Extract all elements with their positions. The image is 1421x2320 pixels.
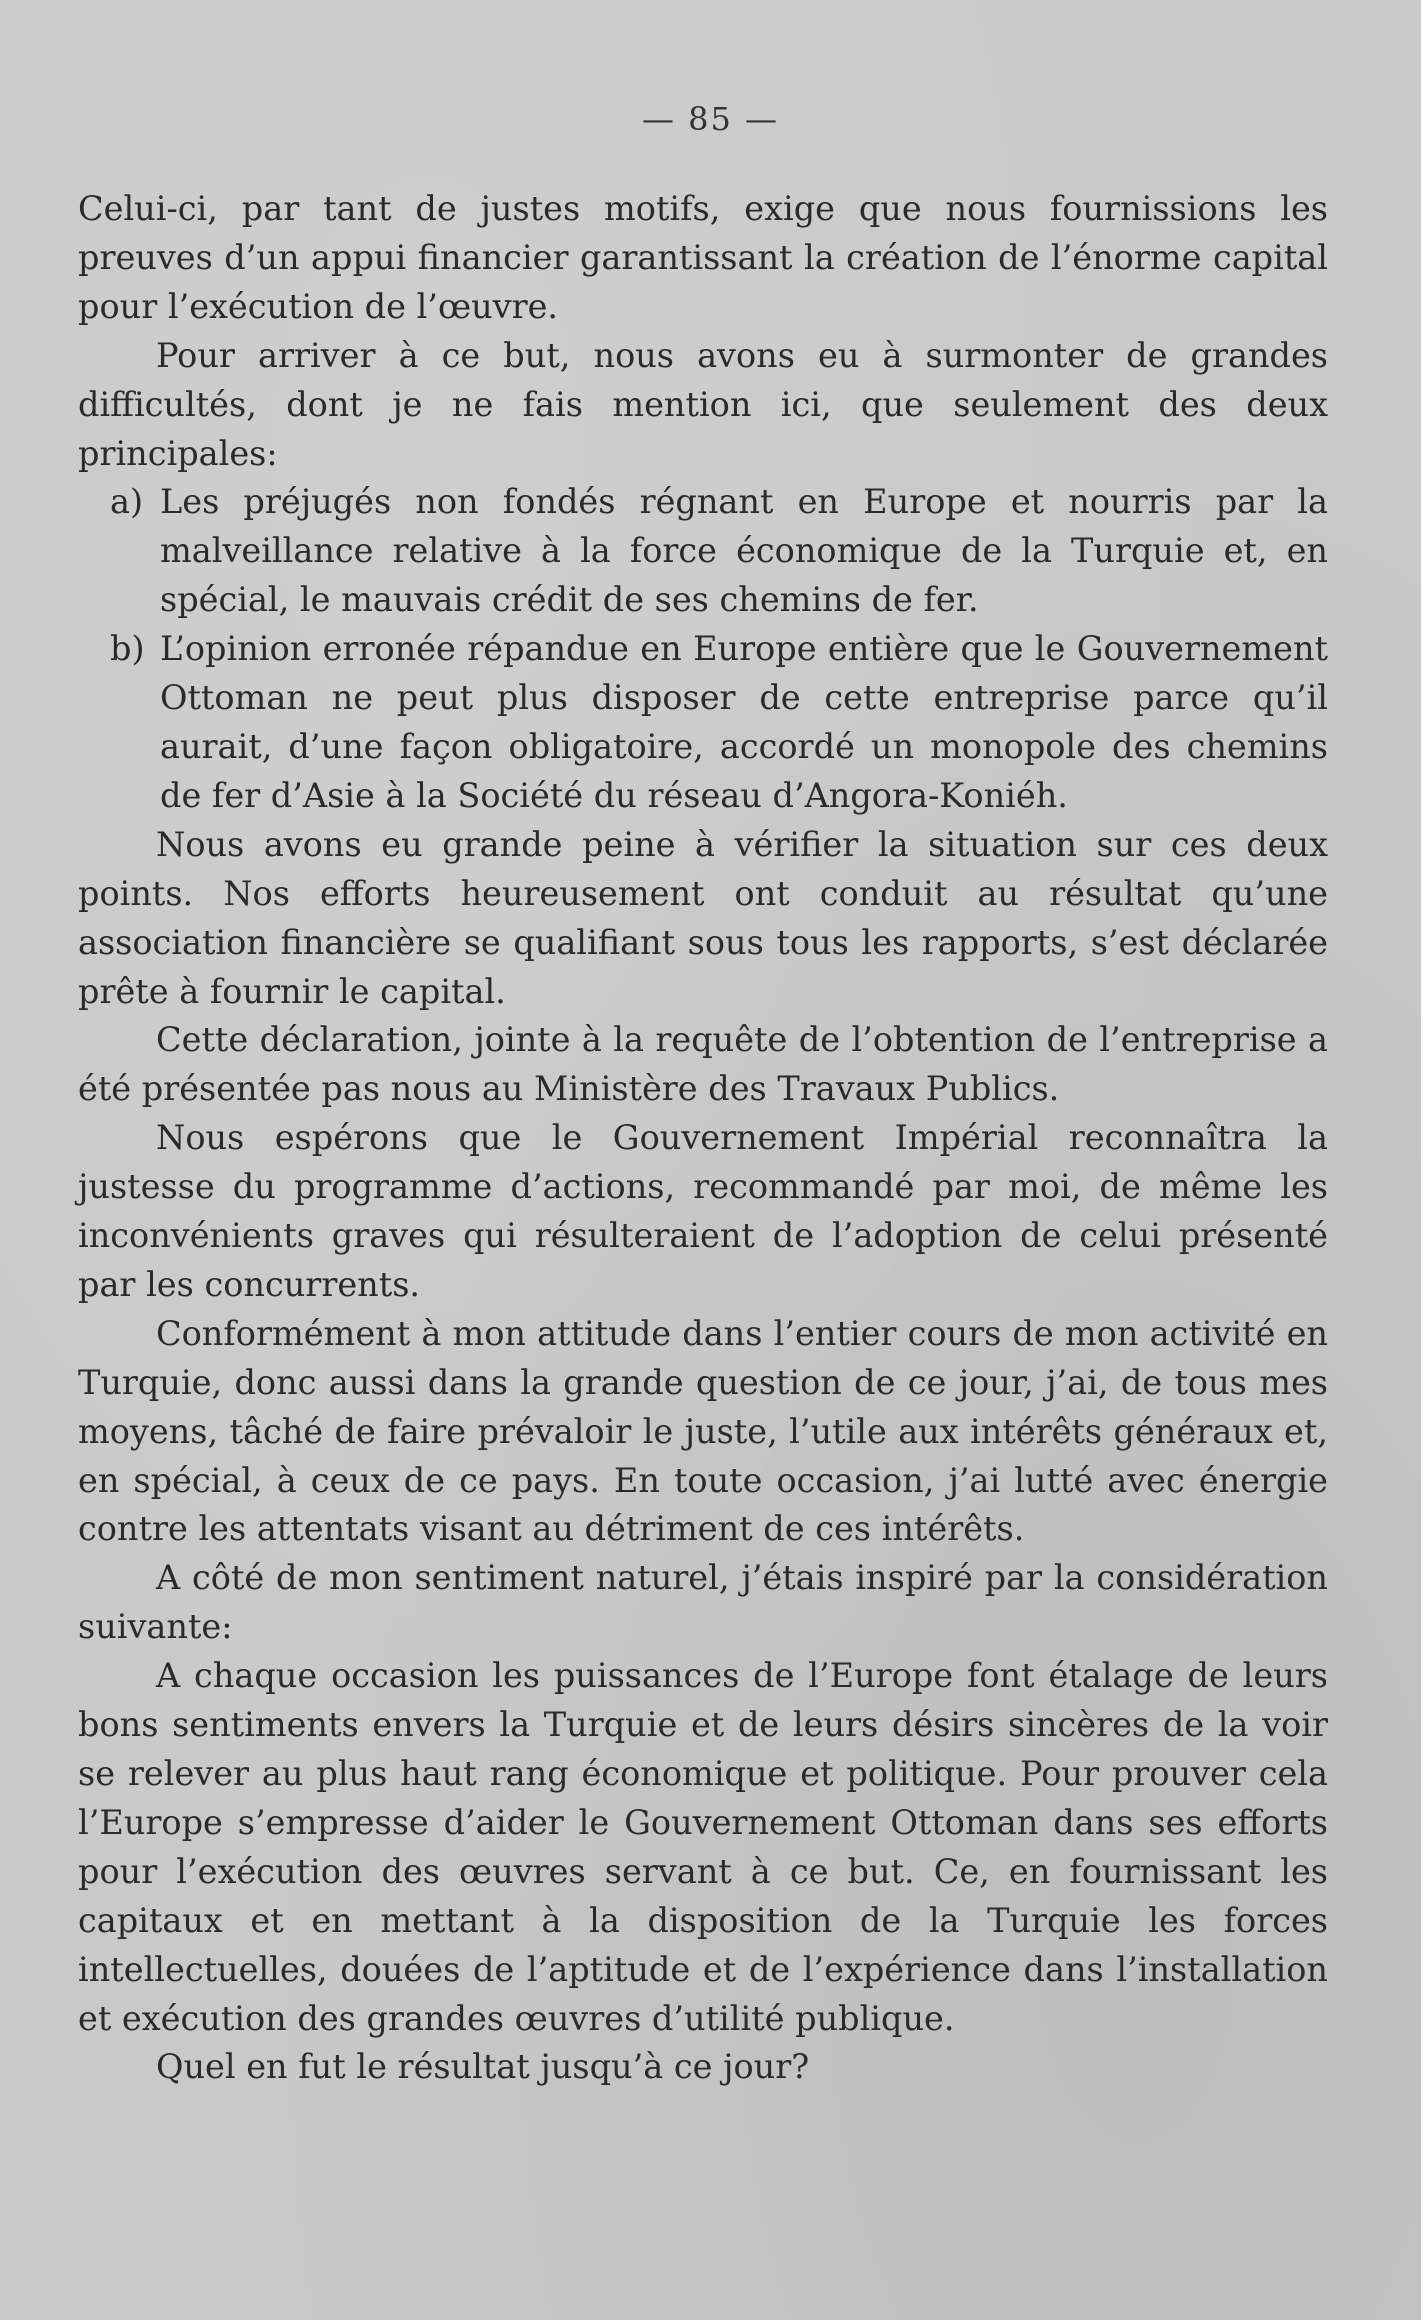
paragraph-4: Cette déclaration, jointe à la requête de l’obtention de l’entreprise a été présentée pas nous au Ministère des Travaux Publics. — [78, 1020, 1328, 1109]
list-item-a-text: Les préjugés non fondés régnant en Europe et nourris par la malveillance relative à la force économique de la Turquie et, en spécial, le mauvais crédit de ses chemins de fer. — [160, 482, 1328, 620]
paragraph-2: Pour arriver à ce but, nous avons eu à surmonter de grandes difficultés, dont je ne fais mention ici, que seulement des deux principales: — [78, 335, 1328, 473]
page-number: — 85 — — [641, 100, 780, 138]
list-item-b-text: L’opinion erronée répandue en Europe entière que le Gouvernement Ottoman ne peut plus disposer de cette entreprise parce qu’il aurait, d’une façon obligatoire, accordé un monopole des chemins de fer d’Asie à la Société du réseau d’Angora-Koniéh. — [160, 629, 1328, 815]
list-marker-a: a) — [110, 482, 144, 522]
paragraph-1: Celui-ci, par tant de justes motifs, exige que nous fournissions les preuves d’un appui financier garantissant la création de l’énorme capital pour l’exécution de l’œuvre. — [78, 189, 1328, 326]
body-text — [78, 185, 1328, 2092]
paragraph-8: A chaque occasion les puissances de l’Europe font étalage de leurs bons sentiments envers la Turquie et de leurs désirs sincères de la voir se relever au plus haut rang économique et politique. Pour prouver cela l’Europe s’empresse d’aider le Gouvernement Ottoman dans ses efforts pour l’exécution des œuvres servant à ce but. Ce, en fournissant les capitaux et en mettant à la disposition de la Turquie les forces intellectuelles, douées de l’aptitude et de l’expérience dans l’installation et exécution des grandes œuvres d’utilité publique. — [78, 1656, 1328, 2038]
paragraph-3: Nous avons eu grande peine à vérifier la situation sur ces deux points. Nos efforts heureusement ont conduit au résultat qu’une association financière se qualifiant sous tous les rapports, s’est déclarée prête à fournir le capital. — [78, 824, 1328, 1011]
paragraph-6: Conformément à mon attitude dans l’entier cours de mon activité en Turquie, donc aussi dans la grande question de ce jour, j’ai, de tous mes moyens, tâché de faire prévaloir le juste, l’utile aux intérêts généraux et, en spécial, à ceux de ce pays. En toute occasion, j’ai lutté avec énergie contre les attentats visant au détriment de ces intérêts. — [78, 1313, 1328, 1549]
paragraph-9: Quel en fut le résultat jusqu’à ce jour? — [156, 2047, 810, 2087]
list-marker-b: b) — [110, 629, 145, 669]
paragraph-7: A côté de mon sentiment naturel, j’étais inspiré par la considération suivante: — [78, 1558, 1328, 1647]
list-item-b — [78, 625, 1328, 821]
paragraph-5: Nous espérons que le Gouvernement Impérial reconnaîtra la justesse du programme d’actions, recommandé par moi, de même les inconvénients graves qui résulteraient de l’adoption de celui présenté par les concurrents. — [78, 1118, 1328, 1304]
list-item-a — [78, 478, 1328, 625]
